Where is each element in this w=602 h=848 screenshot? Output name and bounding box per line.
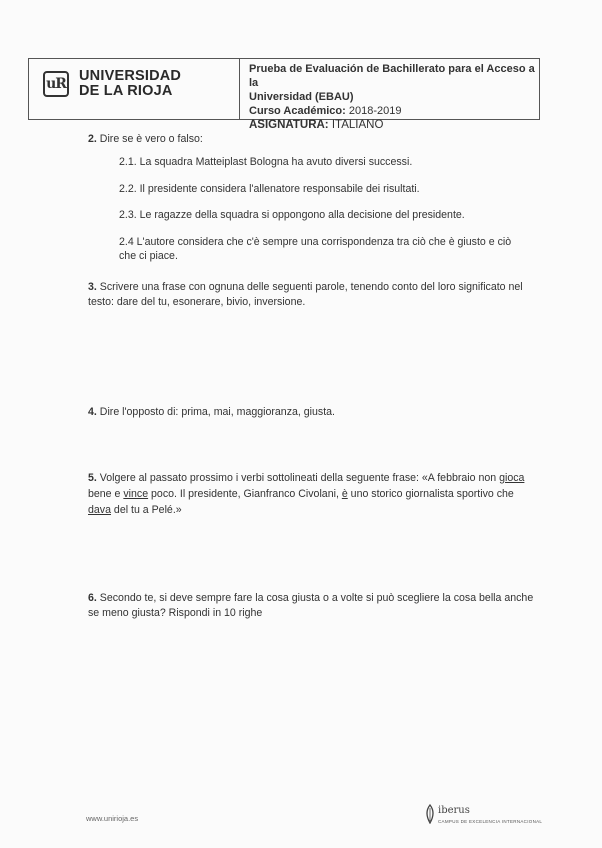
question-6-text-1: Secondo te, si deve sempre fare la cosa giusta o a volte si può scegliere la cosa bella anche	[99, 592, 534, 604]
question-5-text-2b: poco. Il presidente, Gianfranco Civolani,	[148, 488, 342, 500]
university-logo-icon: uR	[43, 71, 69, 97]
question-5-text-2a: bene e	[88, 488, 124, 500]
question-4-text: Dire l'opposto di: prima, mai, maggioranza, giusta.	[99, 406, 335, 418]
question-5-text-1: Volgere al passato prossimo i verbi sottolineati della seguente frase: «A febbraio non	[99, 472, 500, 484]
question-5-line-1	[88, 471, 524, 486]
underlined-verb-e: è	[341, 488, 348, 500]
question-4-number: 4.	[88, 406, 97, 418]
underlined-verb-vince: vince	[123, 488, 149, 500]
course-label: Curso Académico:	[249, 105, 346, 117]
footer-website[interactable]: www.unirioja.es	[86, 814, 139, 823]
header-box	[28, 58, 540, 131]
header-divider	[239, 59, 240, 119]
exam-title-line-1: Prueba de Evaluación de Bachillerato para el Acceso a la	[249, 63, 535, 89]
subject-value: ITALIANO	[331, 119, 384, 131]
university-name	[79, 69, 181, 99]
question-2-text: Dire se è vero o falso:	[99, 133, 203, 145]
subject-label: ASIGNATURA:	[249, 119, 329, 131]
question-2-number: 2.	[88, 133, 97, 145]
question-3-number: 3.	[88, 281, 97, 293]
course-line	[249, 104, 539, 118]
question-5-line-2	[88, 487, 514, 502]
question-2-item-3: 2.3. Le ragazze della squadra si oppongono alla decisione del presidente.	[119, 209, 465, 221]
question-4	[88, 405, 335, 420]
question-5-line-3	[88, 503, 182, 518]
question-3-text-1: Scrivere una frase con ognuna delle seguenti parole, tenendo conto del loro significato nel	[99, 281, 523, 293]
underlined-verb-dava: dava	[88, 504, 111, 516]
question-2	[88, 132, 203, 147]
question-5-text-2c: uno storico giornalista sportivo che	[347, 488, 514, 500]
exam-title-line-2: Universidad (EBAU)	[249, 91, 354, 103]
question-2-item-1: 2.1. La squadra Matteiplast Bologna ha avuto diversi successi.	[119, 156, 413, 168]
question-2-item-4: 2.4 L'autore considera che c'è sempre una corrispondenza tra ciò che è giusto e ciò	[119, 236, 512, 248]
university-line-2: DE LA RIOJA	[79, 83, 173, 99]
course-value: 2018-2019	[348, 105, 402, 117]
iberus-logo	[424, 804, 554, 828]
question-2-item-4-cont: che ci piace.	[119, 250, 178, 262]
question-3-line-1	[88, 280, 523, 295]
iberus-name: iberus	[438, 805, 470, 816]
university-line-1: UNIVERSIDAD	[79, 68, 182, 84]
subject-line	[249, 118, 539, 132]
underlined-verb-gioca: gioca	[499, 472, 525, 484]
question-6-number: 6.	[88, 592, 97, 604]
iberus-subtitle: CAMPUS DE EXCELENCIA INTERNACIONAL	[438, 819, 543, 824]
question-5-text-3: del tu a Pelé.»	[110, 504, 182, 516]
question-6-line-2: se meno giusta? Rispondi in 10 righe	[88, 607, 263, 619]
question-5-number: 5.	[88, 472, 97, 484]
question-3-line-2: testo: dare del tu, esonerare, bivio, inversione.	[88, 296, 306, 308]
iberus-leaf-icon	[424, 804, 436, 824]
question-2-item-2: 2.2. Il presidente considera l'allenatore responsabile dei risultati.	[119, 183, 420, 195]
exam-info	[249, 62, 539, 132]
question-6-line-1	[88, 591, 533, 606]
